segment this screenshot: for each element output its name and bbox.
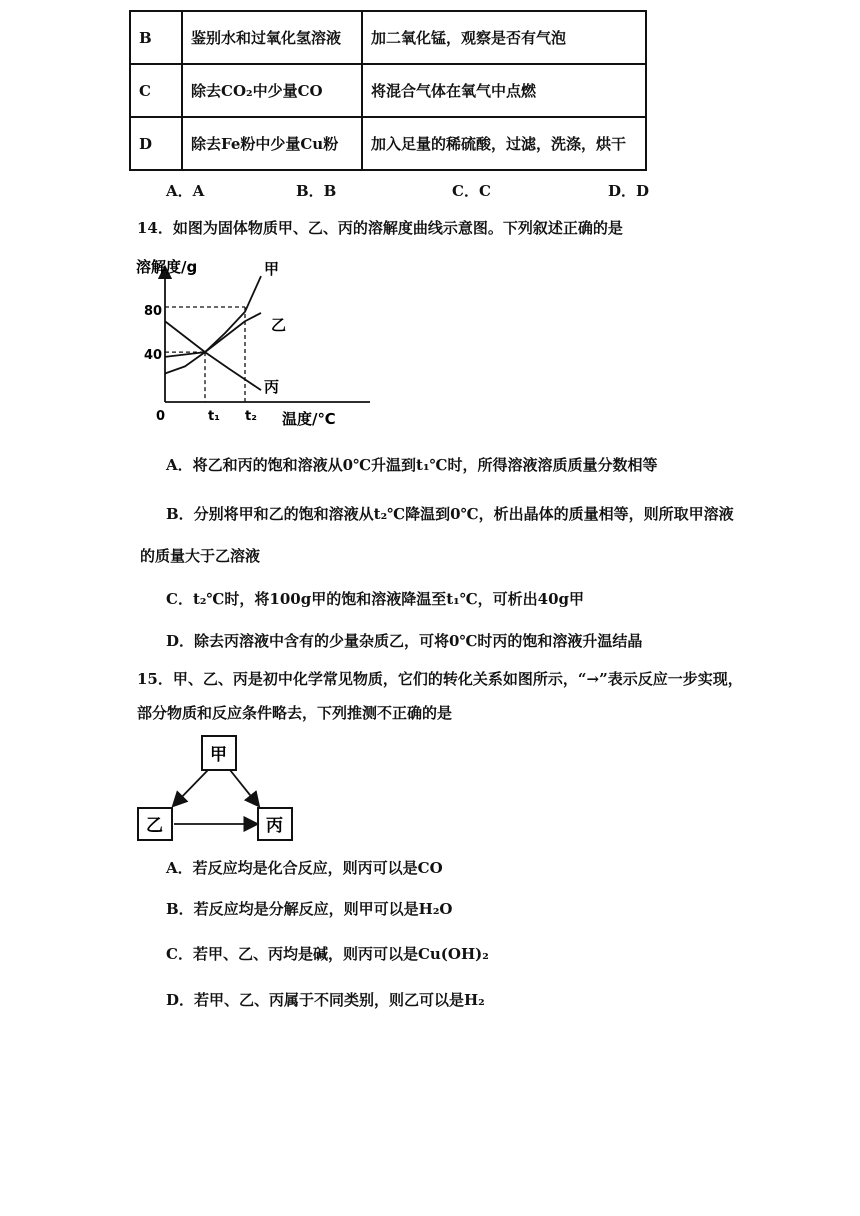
- conversion-diagram: [130, 728, 300, 848]
- series-label-bing: 丙: [264, 378, 280, 396]
- row-purpose: 鉴别水和过氧化氢溶液: [182, 11, 362, 64]
- table-row: [130, 11, 646, 64]
- row-letter: D: [130, 117, 182, 170]
- q13-option-c: C．C: [452, 182, 491, 200]
- q13-option-a: A．A: [166, 182, 205, 200]
- q14-option-b-cont: 的质量大于乙溶液: [140, 547, 261, 565]
- curve-yi: [165, 313, 261, 357]
- row-method: 将混合气体在氧气中点燃: [362, 64, 646, 117]
- row-method: 加二氧化锰，观察是否有气泡: [362, 11, 646, 64]
- diagram-label-left: 乙: [146, 816, 163, 836]
- curves: [165, 276, 261, 390]
- series-label-yi: 乙: [271, 316, 287, 334]
- row-method: 加入足量的稀硫酸，过滤，洗涤，烘干: [362, 117, 646, 170]
- experiment-table: [129, 10, 647, 171]
- q13-option-d: D．D: [608, 182, 650, 200]
- guide-lines: [165, 307, 245, 402]
- table-row: [130, 117, 646, 170]
- q15-option-a: A．若反应均是化合反应，则丙可以是CO: [166, 859, 443, 877]
- q13-option-b: B．B: [296, 182, 337, 200]
- series-label-jia: 甲: [264, 260, 280, 278]
- q15-stem-line2: 部分物质和反应条件略去，下列推测不正确的是: [137, 704, 453, 722]
- q14-option-c: C．t₂℃时，将100g甲的饱和溶液降温至t₁℃，可析出40g甲: [166, 590, 585, 608]
- arrow-jia-to-yi: [174, 770, 208, 805]
- arrow-jia-to-bing: [230, 770, 258, 805]
- x-axis-label: 温度/℃: [282, 410, 336, 428]
- q14-option-a: A．将乙和丙的饱和溶液从0℃升温到t₁℃时，所得溶液溶质质量分数相等: [166, 456, 658, 474]
- y-tick-label: 40: [144, 348, 163, 363]
- q14-stem: 14．如图为固体物质甲、乙、丙的溶解度曲线示意图。下列叙述正确的是: [137, 219, 623, 237]
- y-axis-label: 溶解度/g: [136, 258, 198, 276]
- q15-option-c: C．若甲、乙、丙均是碱，则丙可以是Cu(OH)₂: [166, 945, 489, 963]
- row-purpose: 除去Fe粉中少量Cu粉: [182, 117, 362, 170]
- x-tick-label: t₂: [245, 409, 257, 424]
- row-purpose: 除去CO₂中少量CO: [182, 64, 362, 117]
- q14-option-d: D．除去丙溶液中含有的少量杂质乙，可将0℃时丙的饱和溶液升温结晶: [166, 632, 643, 650]
- row-letter: B: [130, 11, 182, 64]
- q15-option-b: B．若反应均是分解反应，则甲可以是H₂O: [166, 900, 453, 918]
- q14-option-b: B．分别将甲和乙的饱和溶液从t₂℃降温到0℃，析出晶体的质量相等，则所取甲溶液: [166, 505, 734, 523]
- x-tick-label: t₁: [208, 409, 220, 424]
- table-row: [130, 64, 646, 117]
- solubility-chart: [130, 252, 380, 432]
- q15-option-d: D．若甲、乙、丙属于不同类别，则乙可以是H₂: [166, 991, 485, 1009]
- curve-jia: [165, 276, 261, 373]
- origin-label: 0: [156, 409, 166, 424]
- diagram-label-top: 甲: [210, 745, 227, 765]
- row-letter: C: [130, 64, 182, 117]
- y-tick-label: 80: [144, 304, 163, 319]
- q15-stem-line1: 15．甲、乙、丙是初中化学常见物质，它们的转化关系如图所示，“→”表示反应一步实现，: [137, 670, 743, 688]
- diagram-label-right: 丙: [266, 816, 283, 836]
